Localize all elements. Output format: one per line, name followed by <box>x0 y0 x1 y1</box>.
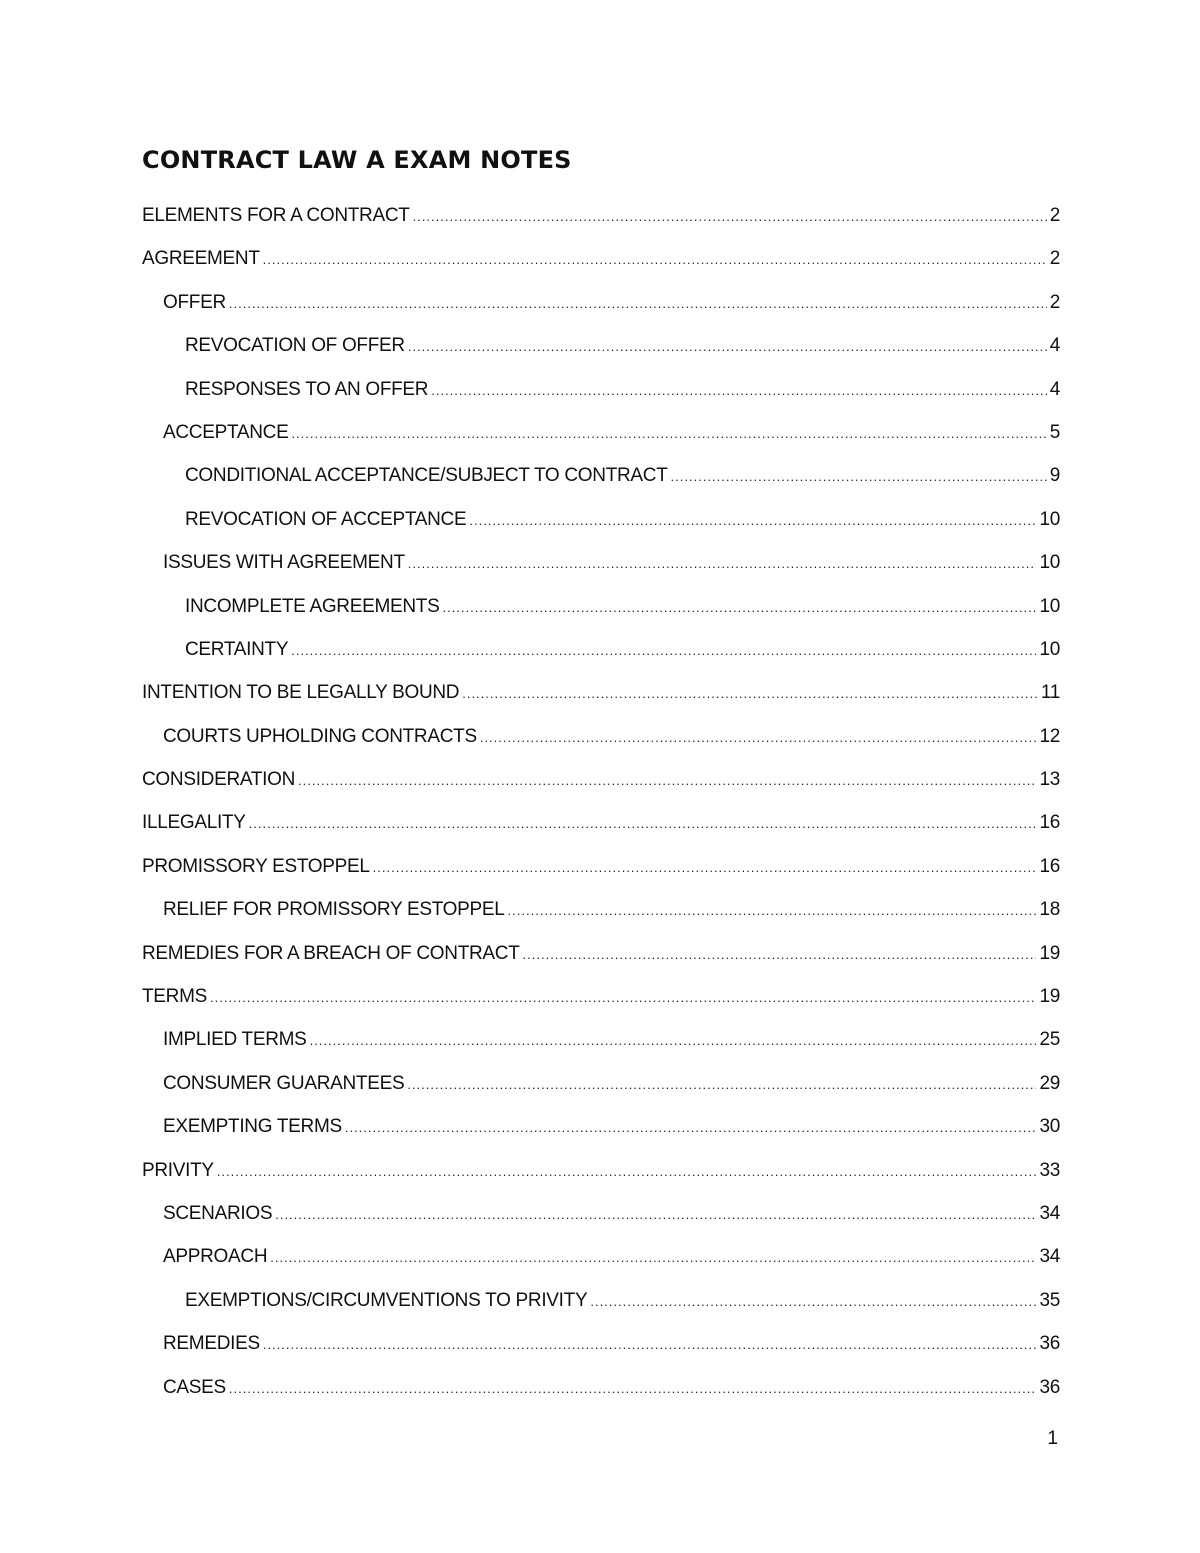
toc-entry-label: PROMISSORY ESTOPPEL <box>142 855 370 877</box>
toc-entry-label: EXEMPTING TERMS <box>163 1116 342 1138</box>
toc-dot-leader <box>263 1323 1037 1366</box>
toc-entry-page-number: 12 <box>1039 725 1060 747</box>
toc-entry-label: EXEMPTIONS/CIRCUMVENTIONS TO PRIVITY <box>185 1289 588 1311</box>
toc-entry-label: REVOCATION OF ACCEPTANCE <box>185 508 467 530</box>
table-of-contents <box>142 194 1060 1409</box>
toc-entry-page-number: 2 <box>1049 205 1060 226</box>
toc-entry-page-number: 10 <box>1039 508 1060 530</box>
toc-entry-page-number: 2 <box>1049 248 1060 270</box>
toc-entry-label: SCENARIOS <box>163 1202 273 1224</box>
toc-dot-leader <box>508 889 1037 932</box>
toc-dot-leader <box>345 1106 1037 1149</box>
toc-entry-page-number: 36 <box>1039 1333 1060 1355</box>
toc-entry-page-number: 9 <box>1049 465 1060 487</box>
toc-entry-label: ILLEGALITY <box>142 812 246 834</box>
toc-dot-leader <box>291 412 1046 455</box>
toc-dot-leader <box>469 499 1036 542</box>
toc-entry-page-number: 11 <box>1040 682 1060 704</box>
toc-entry-label: ISSUES WITH AGREEMENT <box>163 552 405 574</box>
toc-entry-page-number: 10 <box>1039 638 1060 660</box>
toc-entry-label: INCOMPLETE AGREEMENTS <box>185 595 440 617</box>
toc-entry[interactable] <box>142 801 1060 844</box>
toc-entry[interactable] <box>142 888 1060 931</box>
toc-dot-leader <box>291 629 1036 672</box>
toc-entry-page-number: 4 <box>1049 378 1060 400</box>
toc-entry-label: ELEMENTS FOR A CONTRACT <box>142 205 410 226</box>
toc-entry-page-number: 10 <box>1039 595 1060 617</box>
toc-entry[interactable] <box>142 932 1060 975</box>
toc-entry-page-number: 25 <box>1039 1029 1060 1051</box>
page-number: 1 <box>1047 1428 1058 1449</box>
toc-entry[interactable] <box>142 1062 1060 1105</box>
toc-entry-label: RELIEF FOR PROMISSORY ESTOPPEL <box>163 899 505 921</box>
toc-entry-page-number: 10 <box>1039 552 1060 574</box>
toc-dot-leader <box>298 759 1036 802</box>
toc-dot-leader <box>229 1367 1037 1410</box>
toc-entry-label: CONDITIONAL ACCEPTANCE/SUBJECT TO CONTRACT <box>185 465 668 487</box>
toc-dot-leader <box>373 846 1037 889</box>
toc-entry[interactable] <box>142 411 1060 454</box>
toc-entry[interactable] <box>142 1105 1060 1148</box>
toc-dot-leader <box>523 933 1037 976</box>
document-title: CONTRACT LAW A EXAM NOTES <box>142 146 572 174</box>
toc-entry-label: APPROACH <box>163 1246 268 1268</box>
toc-dot-leader <box>480 716 1037 759</box>
toc-entry[interactable] <box>142 1018 1060 1061</box>
toc-dot-leader <box>270 1236 1036 1279</box>
toc-entry-page-number: 18 <box>1039 899 1060 921</box>
toc-entry-label: OFFER <box>163 291 226 313</box>
toc-entry-page-number: 5 <box>1049 421 1060 443</box>
toc-dot-leader <box>431 369 1046 412</box>
toc-dot-leader <box>413 195 1047 238</box>
toc-dot-leader <box>407 1063 1036 1106</box>
toc-dot-leader <box>590 1280 1036 1323</box>
toc-entry[interactable] <box>142 585 1060 628</box>
toc-entry-page-number: 2 <box>1049 291 1060 313</box>
toc-dot-leader <box>671 455 1047 498</box>
toc-entry-label: TERMS <box>142 986 208 1008</box>
toc-entry[interactable] <box>142 1192 1060 1235</box>
toc-entry-label: REMEDIES FOR A BREACH OF CONTRACT <box>142 942 520 964</box>
toc-entry-page-number: 19 <box>1039 942 1060 964</box>
toc-entry[interactable] <box>142 845 1060 888</box>
toc-dot-leader <box>408 542 1037 585</box>
toc-entry[interactable] <box>142 715 1060 758</box>
toc-dot-leader <box>263 238 1047 281</box>
toc-entry-label: AGREEMENT <box>142 248 260 270</box>
toc-entry-page-number: 35 <box>1039 1289 1060 1311</box>
toc-entry-page-number: 16 <box>1039 812 1060 834</box>
toc-dot-leader <box>462 672 1038 715</box>
toc-entry-page-number: 13 <box>1039 769 1060 791</box>
toc-entry-label: CASES <box>163 1376 226 1398</box>
toc-entry-label: INTENTION TO BE LEGALLY BOUND <box>142 682 460 704</box>
toc-entry[interactable] <box>142 324 1060 367</box>
toc-entry[interactable] <box>142 1149 1060 1192</box>
toc-entry[interactable] <box>142 758 1060 801</box>
toc-entry-label: IMPLIED TERMS <box>163 1029 307 1051</box>
toc-entry[interactable] <box>142 454 1060 497</box>
toc-entry-label: ACCEPTANCE <box>163 421 289 443</box>
toc-entry-page-number: 33 <box>1039 1159 1060 1181</box>
toc-entry[interactable] <box>142 194 1060 237</box>
toc-entry-page-number: 4 <box>1049 335 1060 357</box>
toc-entry-page-number: 16 <box>1039 855 1060 877</box>
toc-entry[interactable] <box>142 1279 1060 1322</box>
toc-entry-label: COURTS UPHOLDING CONTRACTS <box>163 725 477 747</box>
toc-entry-page-number: 34 <box>1039 1246 1060 1268</box>
toc-dot-leader <box>275 1193 1036 1236</box>
toc-entry-page-number: 34 <box>1039 1202 1060 1224</box>
toc-dot-leader <box>249 802 1037 845</box>
toc-dot-leader <box>442 586 1036 629</box>
toc-dot-leader <box>217 1150 1037 1193</box>
toc-entry[interactable] <box>142 1235 1060 1278</box>
toc-dot-leader <box>229 282 1047 325</box>
toc-entry[interactable] <box>142 975 1060 1018</box>
toc-dot-leader <box>310 1019 1037 1062</box>
toc-entry[interactable] <box>142 281 1060 324</box>
toc-entry-label: RESPONSES TO AN OFFER <box>185 378 429 400</box>
toc-entry-label: PRIVITY <box>142 1159 214 1181</box>
toc-entry-label: CONSIDERATION <box>142 769 296 791</box>
toc-dot-leader <box>210 976 1036 1019</box>
toc-entry-label: CONSUMER GUARANTEES <box>163 1072 405 1094</box>
toc-entry[interactable] <box>142 1366 1060 1409</box>
toc-entry-label: CERTAINTY <box>185 638 289 660</box>
toc-entry-page-number: 30 <box>1039 1116 1060 1138</box>
toc-entry[interactable] <box>142 541 1060 584</box>
toc-entry-label: REVOCATION OF OFFER <box>185 335 405 357</box>
toc-entry[interactable] <box>142 1322 1060 1365</box>
toc-entry[interactable] <box>142 237 1060 280</box>
toc-entry-page-number: 29 <box>1039 1072 1060 1094</box>
toc-entry[interactable] <box>142 498 1060 541</box>
toc-entry[interactable] <box>142 368 1060 411</box>
toc-entry-page-number: 36 <box>1039 1376 1060 1398</box>
toc-entry[interactable] <box>142 671 1060 714</box>
toc-entry-page-number: 19 <box>1039 986 1060 1008</box>
toc-entry[interactable] <box>142 628 1060 671</box>
toc-dot-leader <box>408 325 1047 368</box>
toc-entry-label: REMEDIES <box>163 1333 260 1355</box>
